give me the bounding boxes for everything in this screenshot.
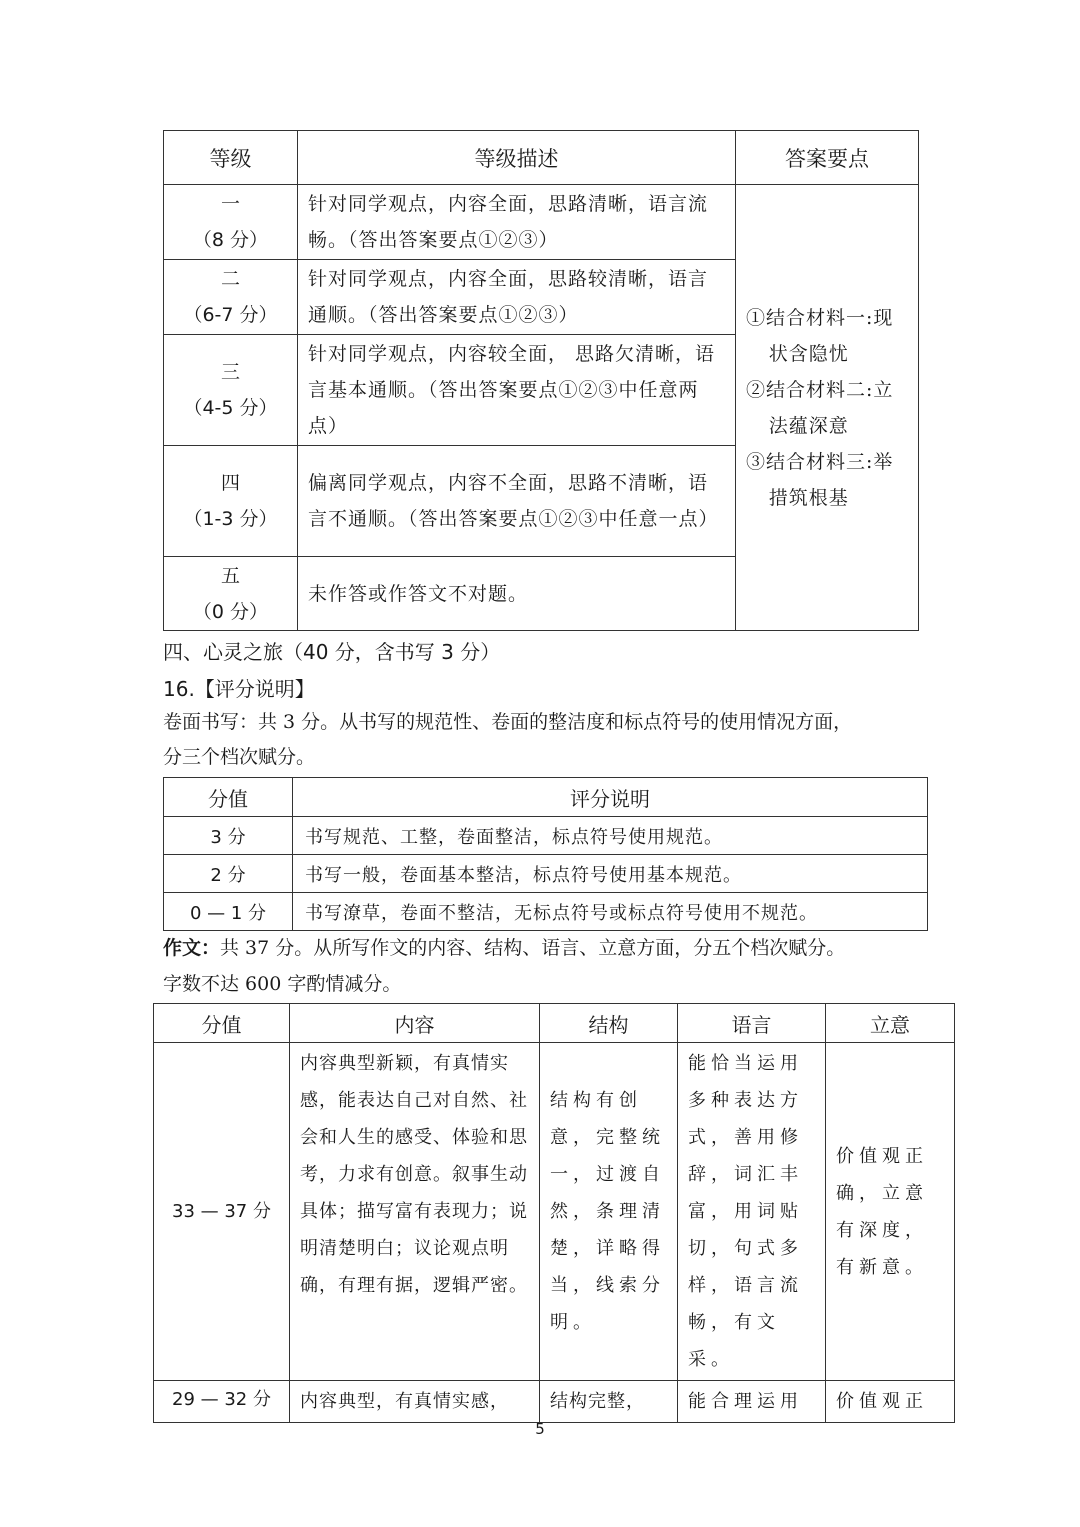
header-description: 评分说明 xyxy=(293,778,928,817)
header-description: 等级描述 xyxy=(298,131,736,185)
header-content: 内容 xyxy=(290,1004,540,1043)
level-name: 五 xyxy=(220,564,240,587)
question-title: 16.【评分说明】 xyxy=(163,677,315,701)
language-cell: 能合理运用 xyxy=(678,1381,826,1423)
handwriting-intro-line1: 卷面书写：共 3 分。从书写的规范性、卷面的整洁度和标点符号的使用情况方面， xyxy=(163,711,853,733)
level-points: （8 分） xyxy=(192,229,269,251)
essay-intro-label: 作文： xyxy=(163,937,221,959)
points-cell: 3 分 xyxy=(164,817,293,855)
header-theme: 立意 xyxy=(826,1004,955,1043)
level-description: 未作答或作答文不对题。 xyxy=(298,557,736,631)
structure-cell: 结构有创意，完整统一，过渡自然，条理清楚，详略得当，线索分明。 xyxy=(540,1043,678,1381)
level-points: （4-5 分） xyxy=(183,397,278,419)
key-point-3: ③结合材料三:举措筑根基 xyxy=(746,450,894,509)
key-points-cell xyxy=(736,185,919,631)
level-cell xyxy=(164,260,298,335)
handwriting-table xyxy=(163,777,928,931)
description-cell: 书写潦草，卷面不整洁，无标点符号或标点符号使用不规范。 xyxy=(293,893,928,931)
theme-cell: 价值观正 xyxy=(826,1381,955,1423)
section-title: 四、心灵之旅（40 分，含书写 3 分） xyxy=(163,640,501,664)
points-cell: 2 分 xyxy=(164,855,293,893)
key-point-2: ②结合材料二:立法蕴深意 xyxy=(746,378,894,437)
level-description: 针对同学观点，内容全面，思路较清晰，语言通顺。（答出答案要点①②③） xyxy=(298,260,736,335)
essay-intro-line1 xyxy=(163,933,845,960)
essay-table xyxy=(153,1003,955,1423)
level-points: （6-7 分） xyxy=(183,304,278,326)
level-name: 四 xyxy=(220,472,240,494)
language-cell: 能恰当运用多种表达方式，善用修辞，词汇丰富，用词贴切，句式多样，语言流畅，有文采。 xyxy=(678,1043,826,1381)
handwriting-intro-line2: 分三个档次赋分。 xyxy=(163,746,316,768)
level-points: （0 分） xyxy=(192,600,269,623)
points-cell: 29 — 32 分 xyxy=(154,1381,290,1423)
essay-intro-text: 共 37 分。从所写作文的内容、结构、语言、立意方面，分五个档次赋分。 xyxy=(220,937,846,959)
theme-cell: 价值观正确，立意有深度，有新意。 xyxy=(826,1043,955,1381)
header-points: 分值 xyxy=(154,1004,290,1043)
essay-intro-line2: 字数不达 600 字酌情减分。 xyxy=(163,973,402,995)
table-row xyxy=(164,185,919,260)
essay-table-header xyxy=(154,1004,955,1043)
level-description: 针对同学观点，内容较全面， 思路欠清晰，语言基本通顺。（答出答案要点①②③中任意两点） xyxy=(298,335,736,446)
header-language: 语言 xyxy=(678,1004,826,1043)
level-cell xyxy=(164,185,298,260)
table-row xyxy=(154,1381,955,1423)
header-level: 等级 xyxy=(164,131,298,185)
content-cell: 内容典型，有真情实感， xyxy=(290,1381,540,1423)
level-points: （1-3 分） xyxy=(183,508,278,530)
grade-table xyxy=(163,130,919,631)
level-name: 二 xyxy=(220,268,240,290)
handwriting-table-header xyxy=(164,778,928,817)
table-row xyxy=(164,817,928,855)
level-name: 一 xyxy=(220,193,240,215)
level-cell xyxy=(164,557,298,631)
header-key-points: 答案要点 xyxy=(736,131,919,185)
grade-table-header xyxy=(164,131,919,185)
points-cell: 33 — 37 分 xyxy=(154,1043,290,1381)
header-points: 分值 xyxy=(164,778,293,817)
table-row xyxy=(154,1043,955,1381)
structure-cell: 结构完整， xyxy=(540,1381,678,1423)
level-description: 偏离同学观点，内容不全面，思路不清晰，语言不通顺。（答出答案要点①②③中任意一点） xyxy=(298,446,736,557)
table-row xyxy=(164,893,928,931)
description-cell: 书写一般，卷面基本整洁，标点符号使用基本规范。 xyxy=(293,855,928,893)
content-cell: 内容典型新颖，有真情实感，能表达自己对自然、社会和人生的感受、体验和思考，力求有创意。叙事生动具体；描写富有表现力；说明清楚明白；议论观点明确，有理有据，逻辑严密。 xyxy=(290,1043,540,1381)
table-row xyxy=(164,855,928,893)
level-name: 三 xyxy=(220,361,240,383)
level-cell xyxy=(164,446,298,557)
key-point-1: ①结合材料一:现状含隐忧 xyxy=(746,306,894,365)
points-cell: 0 — 1 分 xyxy=(164,893,293,931)
header-structure: 结构 xyxy=(540,1004,678,1043)
level-description: 针对同学观点，内容全面，思路清晰，语言流畅。（答出答案要点①②③） xyxy=(298,185,736,260)
level-cell xyxy=(164,335,298,446)
page-number: 5 xyxy=(535,1420,545,1438)
description-cell: 书写规范、工整，卷面整洁，标点符号使用规范。 xyxy=(293,817,928,855)
